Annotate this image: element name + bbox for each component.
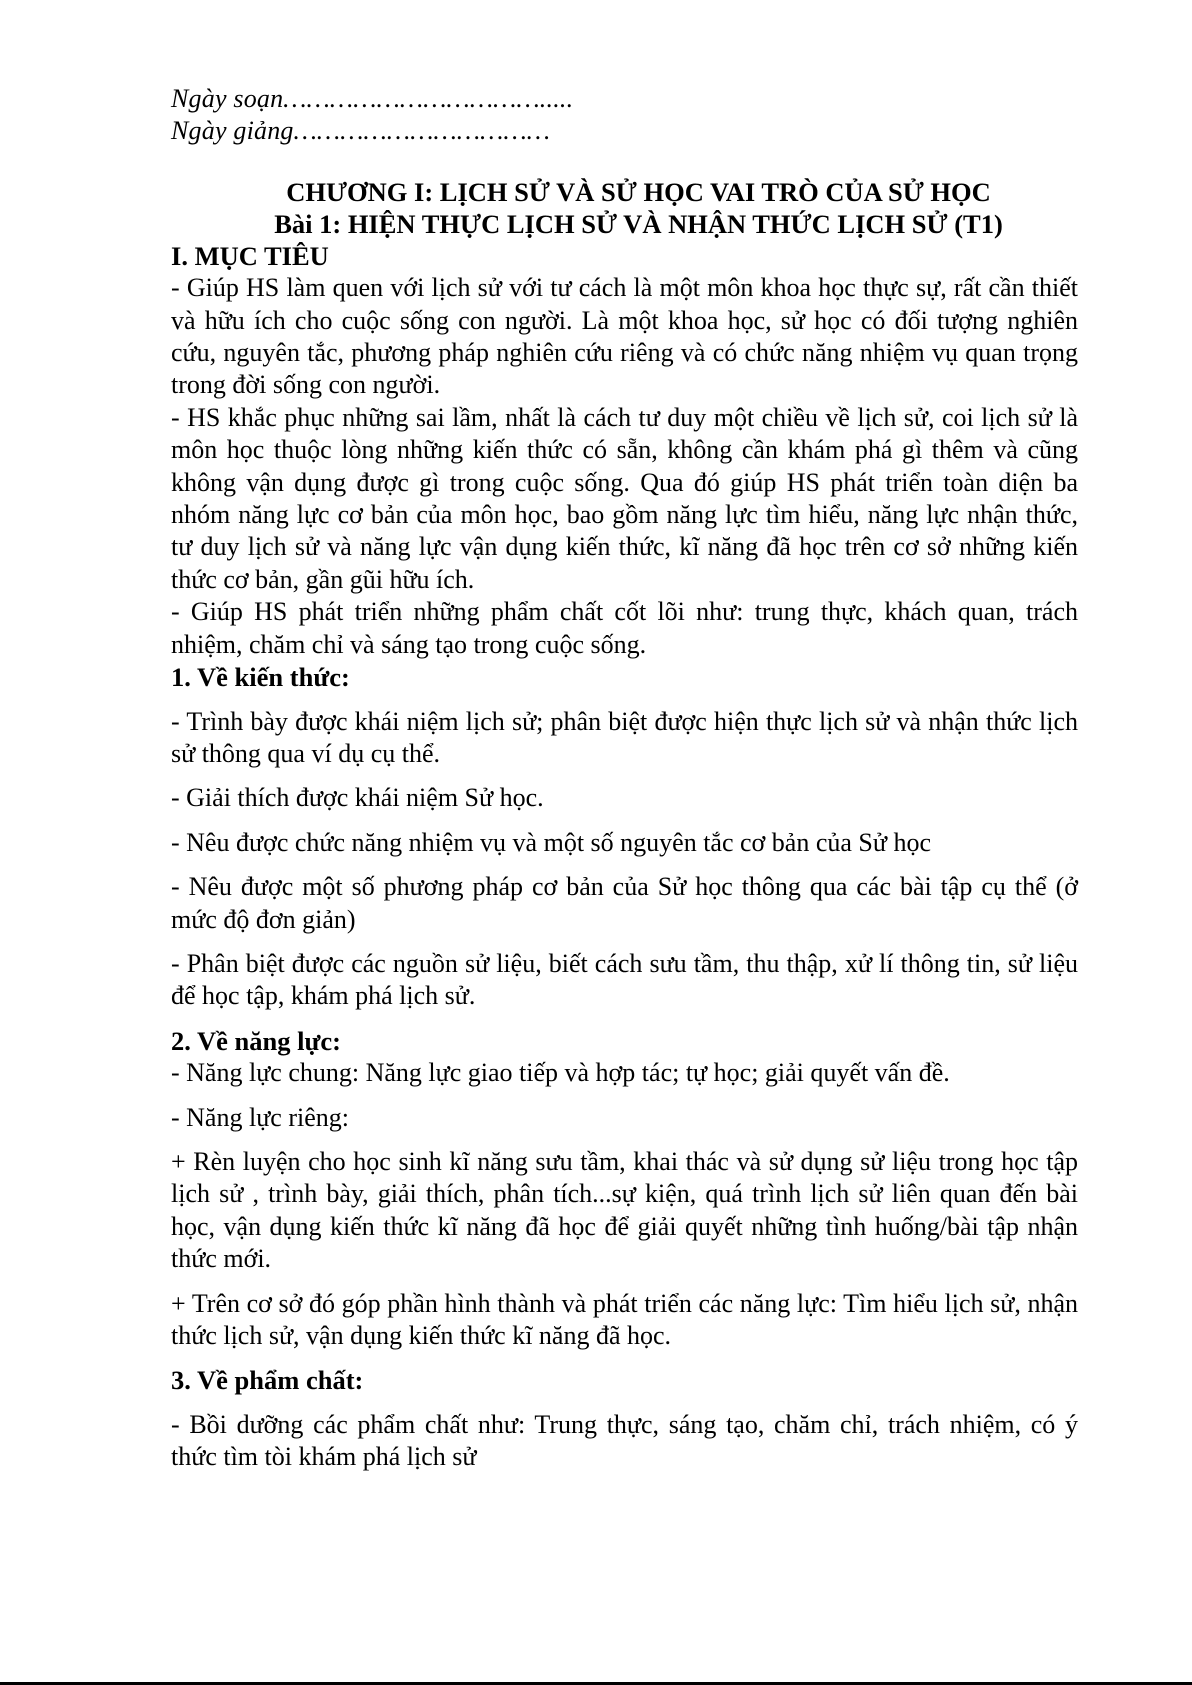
objective-paragraph: - HS khắc phục những sai lầm, nhất là cách tư duy một chiều về lịch sử, coi lịch sử là môn học thuộc lòng những kiến thức có sẵn, không cần khám phá gì thêm và cũng không vận dụng được gì trong cuộc sống. Qua đó giúp HS phát triển toàn diện ba nhóm năng lực cơ bản của môn học, bao gồm năng lực tìm hiểu, năng lực nhận thức, tư duy lịch sử và năng lực vận dụng kiến thức, kĩ năng đã học trên cơ sở những kiến thức cơ bản, gần gũi hữu ích. xyxy=(171,402,1078,594)
objective-paragraph: - Giúp HS làm quen với lịch sử với tư cách là một môn khoa học thực sự, rất cần thiết và hữu ích cho cuộc sống con người. Là một khoa học, sử học có đối tượng nghiên cứu, nguyên tắc, phương pháp nghiên cứu riêng và có chức năng nhiệm vụ quan trọng trong đời sống con người. xyxy=(171,273,1078,400)
knowledge-item: - Nêu được chức năng nhiệm vụ và một số nguyên tắc cơ bản của Sử học xyxy=(171,827,932,857)
qualities-heading: 3. Về phẩm chất: xyxy=(171,1365,364,1396)
competence-specific-label: - Năng lực riêng: xyxy=(171,1102,349,1132)
competence-heading: 2. Về năng lực: xyxy=(171,1025,341,1056)
qualities-text: - Bồi dưỡng các phẩm chất như: Trung thực, sáng tạo, chăm chỉ, trách nhiệm, có ý thức tìm tòi khám phá lịch sử xyxy=(171,1409,1078,1472)
chapter-title: CHƯƠNG I: LỊCH SỬ VÀ SỬ HỌC VAI TRÒ CỦA SỬ HỌC xyxy=(286,176,991,207)
spacer xyxy=(171,148,1078,176)
competence-specific-item: + Trên cơ sở đó góp phần hình thành và phát triển các năng lực: Tìm hiểu lịch sử, nhận thức lịch sử, vận dụng kiến thức kĩ năng đã học. xyxy=(171,1288,1078,1350)
competence-general: - Năng lực chung: Năng lực giao tiếp và hợp tác; tự học; giải quyết vấn đề. xyxy=(171,1058,950,1088)
knowledge-heading: 1. Về kiến thức: xyxy=(171,662,350,693)
document-page xyxy=(171,83,1078,1474)
knowledge-item: - Giải thích được khái niệm Sử học. xyxy=(171,783,544,813)
date-prepared: Ngày soạn……………………………..... xyxy=(171,84,574,113)
date-taught: Ngày giảng…………………………… xyxy=(171,116,551,146)
objectives-heading: I. MỤC TIÊU xyxy=(171,240,329,271)
knowledge-item: - Nêu được một số phương pháp cơ bản của Sử học thông qua các bài tập cụ thể (ở mức độ đơn giản) xyxy=(171,872,1078,934)
knowledge-item: - Trình bày được khái niệm lịch sử; phân biệt được hiện thực lịch sử và nhận thức lịch sử thông qua ví dụ cụ thể. xyxy=(171,706,1078,768)
competence-specific-item: + Rèn luyện cho học sinh kĩ năng sưu tầm, khai thác và sử dụng sử liệu trong học tập lịch sử , trình bày, giải thích, phân tích...sự kiện, quá trình lịch sử liên quan đến bài học, vận dụng kiến thức kĩ năng đã học để giải quyết những tình huống/bài tập nhận thức mới. xyxy=(171,1146,1078,1274)
objective-paragraph: - Giúp HS phát triển những phẩm chất cốt lõi như: trung thực, khách quan, trách nhiệm, chăm chỉ và sáng tạo trong cuộc sống. xyxy=(171,597,1078,659)
knowledge-item: - Phân biệt được các nguồn sử liệu, biết cách sưu tầm, thu thập, xử lí thông tin, sử liệu để học tập, khám phá lịch sử. xyxy=(171,948,1078,1011)
lesson-title: Bài 1: HIỆN THỰC LỊCH SỬ VÀ NHẬN THỨC LỊCH SỬ (T1) xyxy=(274,208,1003,239)
